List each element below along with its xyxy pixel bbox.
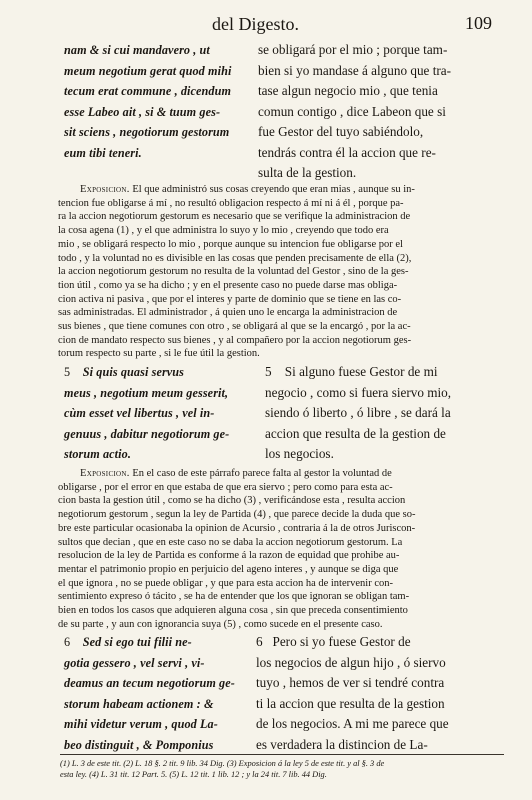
footnotes: [60, 758, 504, 780]
section-number: 5: [265, 364, 272, 379]
spanish-line: comun contigo , dice Labeon que si: [258, 103, 446, 119]
latin-line: cùm esset vel libertus , vel in-: [64, 406, 215, 420]
exposicion-line: tion útil , como ya se ha dicho ; y en el presente caso no puede darse mas obliga-: [58, 279, 398, 291]
spanish-line: es verdadera la distincion de La-: [256, 736, 428, 752]
spanish-line: los negocios de algun hijo , ó siervo: [256, 654, 446, 670]
latin-line: genuus , dabitur negotiorum ge-: [64, 426, 230, 441]
exposicion-paragraph-2: [58, 467, 502, 631]
exposicion-label: Exposicion.: [80, 468, 130, 479]
latin-line: meus , negotium meum gesserit,: [64, 385, 229, 400]
exposicion-line: sentimiento expreso ó tácito , se ha de entender que los que ignoran se obligan tam-: [58, 591, 410, 603]
latin-line: deamus an tecum negotiorum ge-: [64, 676, 235, 690]
latin-line: nam & si cui mandavero , ut: [64, 43, 210, 57]
spanish-column-6: [256, 632, 449, 755]
spanish-line: tuyo , hemos de ver si tendré contra: [256, 675, 445, 690]
exposicion-line: mentar el patrimonio propio en perjuicio del ageno interes , y aunque se diga que: [58, 563, 399, 575]
latin-line: mihi videtur verum , quod La-: [64, 717, 218, 731]
exposicion-line: resolucion de la ley de Partida es conforme á la razon de equidad que prohibe au-: [58, 550, 400, 562]
exposicion-line: bre este particular ocasionaba la opinion de Acursio , contraria á la de otros Juriscon-: [58, 522, 416, 534]
latin-line: gotia gessero , vel servi , vi-: [64, 655, 205, 670]
spanish-line: tendrás contra él la accion que re-: [258, 144, 436, 160]
running-header-title: del Digesto.: [212, 14, 299, 34]
exposicion-line: tencion fue obligarse á mí , no resultó obligacion respecto á mí ni á él , porque pa-: [58, 197, 404, 209]
exposicion-line: Exposicion. El que administró sus cosas creyendo que eran mias , aunque su in-: [80, 184, 415, 195]
exposicion-line: obligarse , por el error en que estaba de que era siervo ; pero como para esta ac-: [58, 481, 393, 493]
latin-column-5: [64, 362, 229, 465]
exposicion-paragraph-1: [58, 183, 502, 361]
footnote-divider: [60, 754, 504, 755]
spanish-line: fue Gestor del tuyo sabiéndolo,: [258, 124, 424, 139]
spanish-line: ti la accion que resulta de la gestion: [256, 695, 445, 711]
exposicion-line: negotiorum gestorum , segun la ley de Partida (4) , que parece decide la duda que so-: [58, 509, 416, 521]
exposicion-line: cion de mandato respecto sus bienes , y al compañero por la accion negotiorum ges-: [58, 334, 412, 346]
spanish-line: accion que resulta de la gestion de: [265, 425, 446, 441]
spanish-column-top: [258, 40, 451, 184]
latin-line: storum habeam actionem : &: [64, 696, 214, 711]
exposicion-line: ra la accion negotiorum gestorum es necesario que se verifique la administracion de: [58, 211, 411, 223]
exposicion-line: el que ignora , no se puede obligar , y que para esta accion ha de intervenir con-: [58, 577, 393, 589]
exposicion-line: sus bienes , que tiene comunes con otro , se obligará al que se la encargó , por la ac-: [58, 321, 411, 333]
latin-column-6: [64, 632, 235, 755]
latin-line: eum tibi teneri.: [64, 145, 142, 160]
exposicion-line: mio , se obligará respecto lo mio , porque aunque su intencion fue obligarse por el: [58, 238, 403, 250]
spanish-line: los negocios.: [265, 446, 334, 461]
spanish-line: sulta de la gestion.: [258, 165, 357, 180]
latin-column-top: [64, 40, 231, 163]
latin-line: beo distinguit , & Pomponius: [64, 737, 214, 752]
spanish-column-5: [265, 362, 451, 465]
exposicion-line: la cosa agena (1) , y el que administra lo suyo y lo mio , creyendo que todo era: [58, 225, 389, 237]
exposicion-line: todo , y la voluntad no es divisible en las cosas que penden precisamente de ella (2),: [58, 252, 412, 264]
latin-line: 6 Sed si ego tui filii ne-: [64, 635, 192, 649]
spanish-line: de los negocios. A mi me parece que: [256, 716, 449, 731]
section-number: 5: [64, 365, 71, 379]
spanish-line: siendo ó liberto , ó libre , se dará la: [265, 405, 451, 420]
latin-line: sit sciens , negotiorum gestorum: [64, 125, 230, 139]
spanish-line: 5 Si alguno fuese Gestor de mi: [265, 364, 438, 379]
spanish-line: se obligará por el mio ; porque tam-: [258, 42, 448, 57]
spanish-line: bien si yo mandase á alguno que tra-: [258, 62, 451, 78]
latin-line: meum negotium gerat quod mihi: [64, 63, 232, 78]
footnote-line: (1) L. 3 de este tit. (2) L. 18 §. 2 tit. 9 lib. 34 Dig. (3) Exposicion á la ley 5 de este tit. y al §. 3 de: [60, 759, 385, 768]
exposicion-line: torum respecto su parte , si le fue útil la gestion.: [58, 348, 260, 360]
spanish-line: 6 Pero si yo fuese Gestor de: [256, 634, 411, 649]
latin-line: esse Labeo ait , si & tuum ges-: [64, 104, 221, 119]
latin-line: storum actio.: [64, 447, 131, 461]
footnote-line: esta ley. (4) L. 31 tit. 12 Part. 5. (5) L. 12 tit. 1 lib. 12 ; y la 24 tit. 7 lib. 44 Dig.: [60, 770, 327, 779]
exposicion-line: cion basta la gestion útil , como se ha dicho (3) , verificándose esta , resulta accion: [58, 495, 406, 507]
exposicion-line: cion activa ni pasiva , que por el interes y parte de dominio que se tiene en las co-: [58, 293, 402, 305]
latin-line: tecum erat commune , dicendum: [64, 84, 232, 98]
exposicion-line: sultos que decian , que en este caso no se daba la accion negotiorum gestorum. La: [58, 536, 403, 548]
page-number: 109: [465, 13, 492, 33]
exposicion-label: Exposicion.: [80, 184, 130, 195]
exposicion-line: bien en todos los casos que adquieren alguna cosa , sin que preceda consentimiento: [58, 605, 408, 617]
exposicion-line: la accion negotiorum gestorum no resulta de la voluntad del Gestor , sino de la ges-: [58, 266, 409, 278]
exposicion-line: sas administradas. El administrador , á quien uno le encarga la administracion de: [58, 307, 398, 319]
spanish-line: tase algun negocio mio , que tenia: [258, 83, 438, 98]
section-number: 6: [256, 634, 263, 649]
exposicion-line: de su parte , y aun con ignorancia suya (5) , como sucede en el presente caso.: [58, 618, 383, 630]
spanish-line: negocio , como si fuera siervo mio,: [265, 384, 452, 400]
section-number: 6: [64, 635, 71, 649]
latin-line: 5 Si quis quasi servus: [64, 365, 185, 379]
exposicion-line: Exposicion. En el caso de este párrafo parece falta al gestor la voluntad de: [80, 468, 392, 479]
